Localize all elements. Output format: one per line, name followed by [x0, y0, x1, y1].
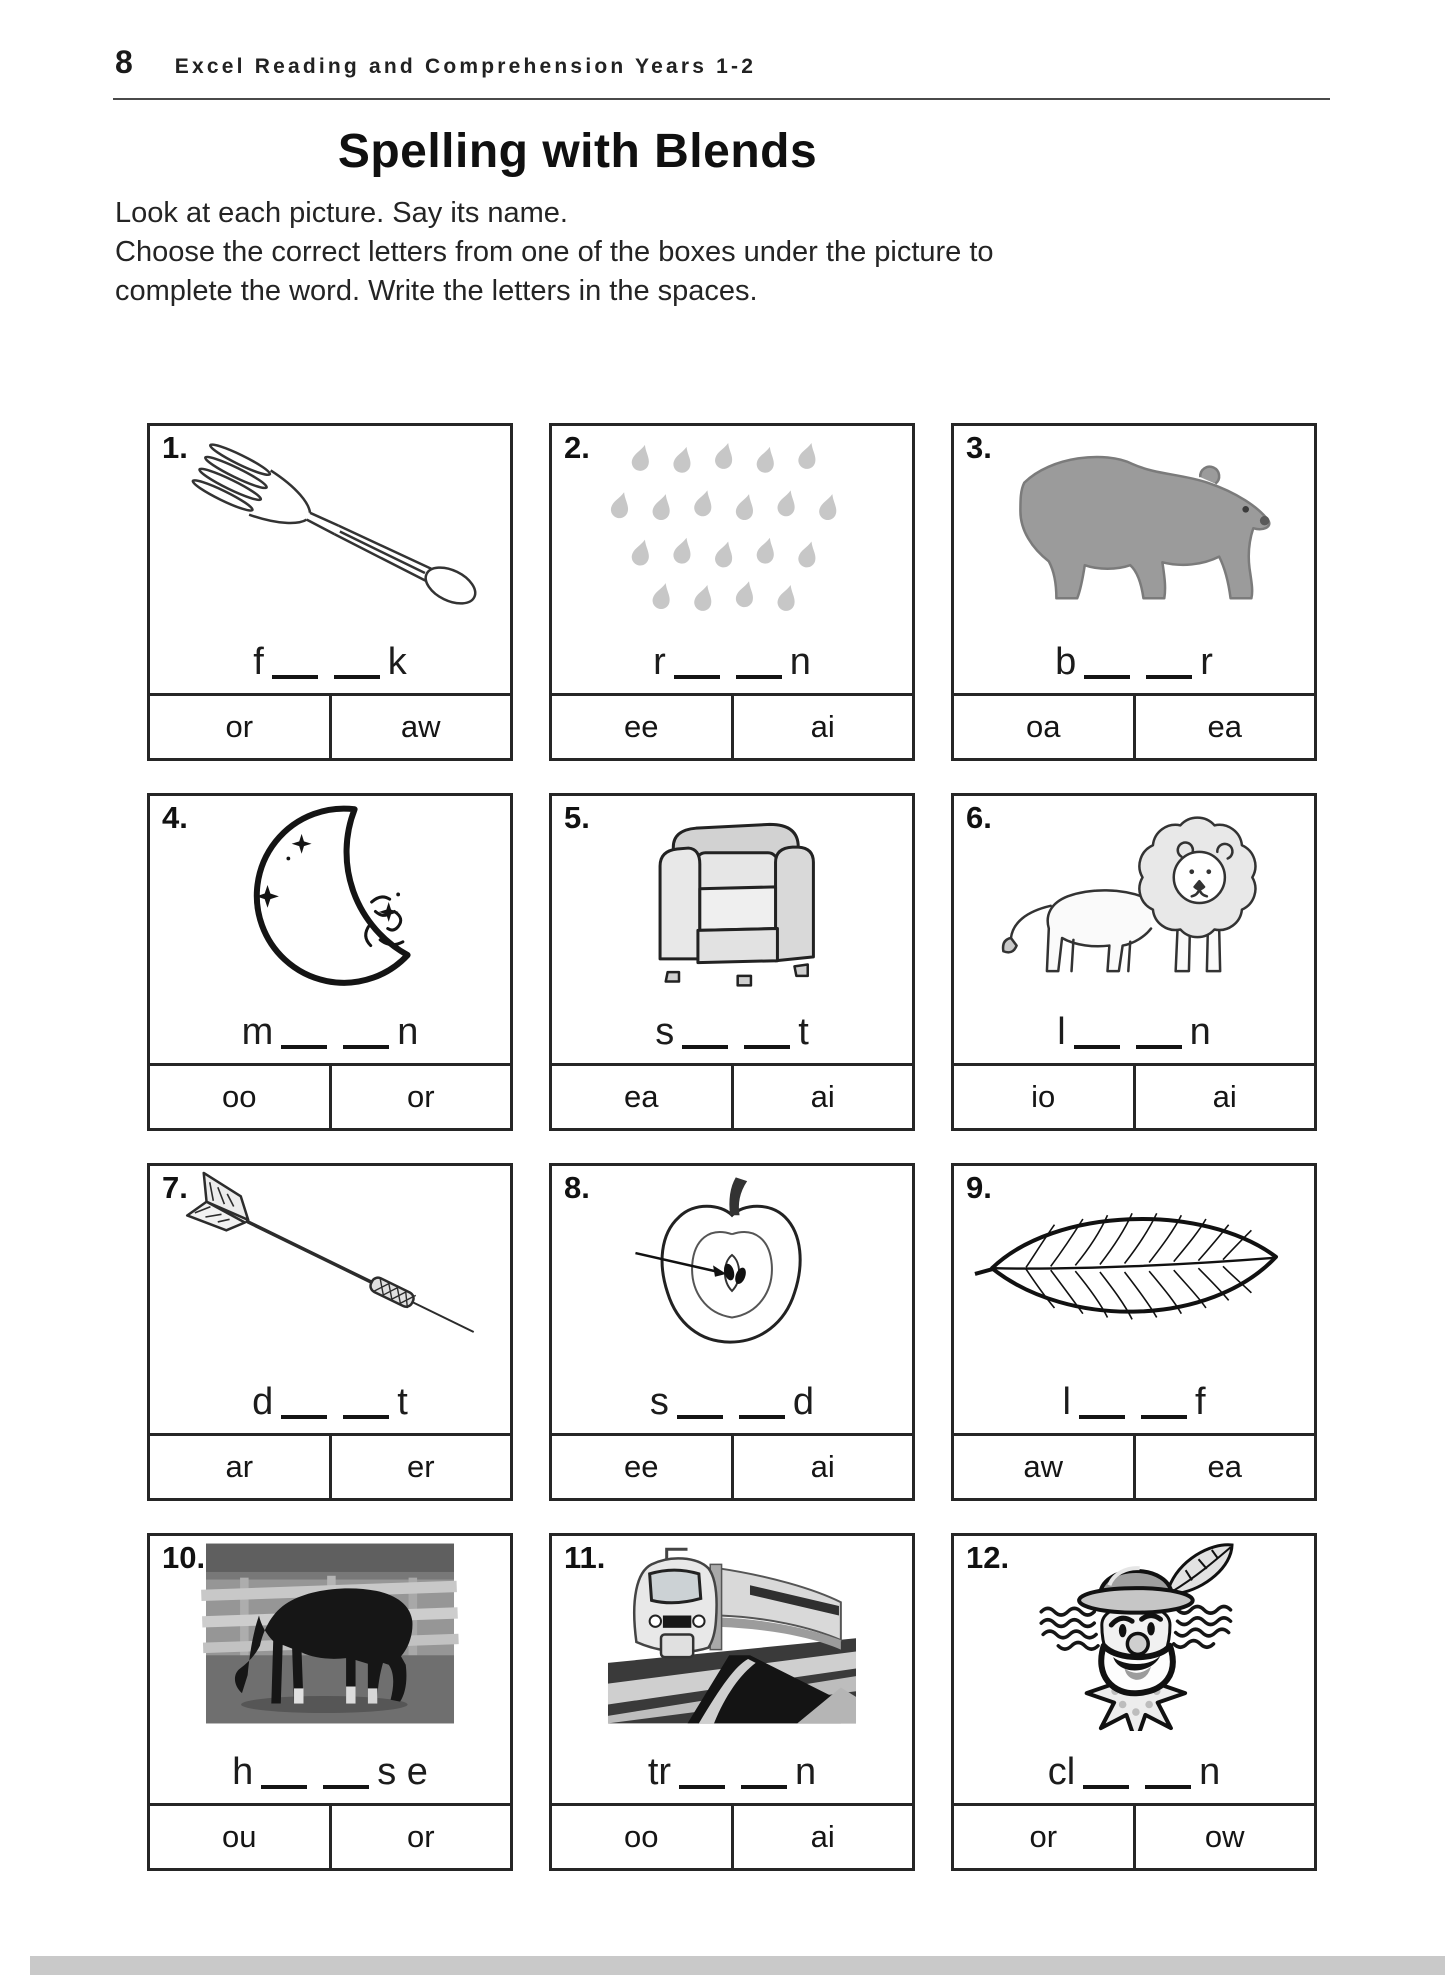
option-left[interactable]: ee: [624, 709, 659, 744]
word-with-blanks: [954, 991, 1314, 1063]
answer-blank-1[interactable]: [261, 1785, 307, 1789]
option-right[interactable]: or: [329, 1066, 511, 1128]
word-prefix: l: [1062, 1381, 1071, 1423]
exercise-grid: [147, 423, 1317, 1871]
dart-icon: [150, 1166, 510, 1361]
options-row: [150, 1433, 510, 1498]
armchair-icon: [552, 796, 912, 991]
exercise-cell-11: [549, 1533, 915, 1871]
answer-blank-1[interactable]: [679, 1785, 725, 1789]
page-bottom-band: [30, 1956, 1445, 1975]
word-suffix: n: [795, 1751, 817, 1793]
option-left[interactable]: oa: [1026, 709, 1061, 744]
horse-photo: [150, 1536, 510, 1731]
word-with-blanks: [150, 1731, 510, 1803]
word-suffix: n: [397, 1011, 419, 1053]
option-right[interactable]: ai: [731, 1066, 913, 1128]
word-prefix: d: [252, 1381, 274, 1423]
answer-blank-2[interactable]: [334, 675, 380, 679]
option-left[interactable]: oo: [624, 1819, 659, 1854]
option-left[interactable]: oo: [222, 1079, 257, 1114]
answer-blank-1[interactable]: [1083, 1785, 1129, 1789]
item-number: 8.: [564, 1170, 590, 1205]
instruction-line: Choose the correct letters from one of the boxes under the picture to: [115, 236, 994, 268]
option-right[interactable]: ea: [1133, 696, 1315, 758]
exercise-cell-12: [951, 1533, 1317, 1871]
exercise-cell-5: [549, 793, 915, 1131]
options-row: [552, 693, 912, 758]
book-title: Excel Reading and Comprehension Years 1-2: [174, 55, 757, 78]
bear-icon: [954, 426, 1314, 621]
word-with-blanks: [552, 1361, 912, 1433]
option-left[interactable]: or: [225, 709, 254, 744]
word-prefix: tr: [647, 1751, 672, 1793]
answer-blank-2[interactable]: [343, 1045, 389, 1049]
option-right[interactable]: er: [329, 1436, 511, 1498]
word-suffix: t: [397, 1381, 408, 1423]
answer-blank-1[interactable]: [1084, 675, 1130, 679]
options-row: [552, 1433, 912, 1498]
item-number: 5.: [564, 800, 590, 835]
word-with-blanks: [552, 991, 912, 1063]
answer-blank-2[interactable]: [741, 1785, 787, 1789]
option-left[interactable]: io: [1031, 1079, 1056, 1114]
exercise-cell-7: [147, 1163, 513, 1501]
item-number: 3.: [966, 430, 992, 465]
option-right[interactable]: ai: [731, 1806, 913, 1868]
word-prefix: b: [1055, 641, 1077, 683]
item-number: 7.: [162, 1170, 188, 1205]
word-with-blanks: [954, 1361, 1314, 1433]
item-number: 4.: [162, 800, 188, 835]
moon-icon: [150, 796, 510, 991]
train-photo: [552, 1536, 912, 1731]
options-row: [150, 1803, 510, 1868]
answer-blank-2[interactable]: [1145, 1785, 1191, 1789]
option-right[interactable]: ow: [1133, 1806, 1315, 1868]
item-number: 1.: [162, 430, 188, 465]
option-left[interactable]: aw: [1023, 1449, 1064, 1484]
answer-blank-1[interactable]: [272, 675, 318, 679]
header-rule: [113, 98, 1330, 100]
item-number: 9.: [966, 1170, 992, 1205]
answer-blank-2[interactable]: [1141, 1415, 1187, 1419]
item-number: 2.: [564, 430, 590, 465]
option-right[interactable]: ea: [1133, 1436, 1315, 1498]
option-right[interactable]: or: [329, 1806, 511, 1868]
option-right[interactable]: ai: [1133, 1066, 1315, 1128]
word-with-blanks: [552, 621, 912, 693]
fork-icon: [150, 426, 510, 621]
option-right[interactable]: ai: [731, 696, 913, 758]
instruction-line: complete the word. Write the letters in the spaces.: [115, 275, 758, 307]
answer-blank-1[interactable]: [677, 1415, 723, 1419]
word-with-blanks: [954, 1731, 1314, 1803]
exercise-cell-3: [951, 423, 1317, 761]
options-row: [954, 1803, 1314, 1868]
page-header: [115, 44, 756, 81]
leaf-icon: [954, 1166, 1314, 1361]
page-title: Spelling with Blends: [337, 125, 818, 178]
word-prefix: l: [1057, 1011, 1066, 1053]
item-number: 6.: [966, 800, 992, 835]
answer-blank-1[interactable]: [1074, 1045, 1120, 1049]
page-number: 8: [115, 44, 133, 80]
answer-blank-2[interactable]: [1136, 1045, 1182, 1049]
rain-icon: [552, 426, 912, 621]
options-row: [954, 693, 1314, 758]
option-left[interactable]: ee: [624, 1449, 659, 1484]
exercise-cell-9: [951, 1163, 1317, 1501]
answer-blank-2[interactable]: [343, 1415, 389, 1419]
answer-blank-2[interactable]: [736, 675, 782, 679]
word-suffix: s e: [377, 1751, 428, 1793]
word-suffix: k: [387, 641, 407, 683]
word-with-blanks: [552, 1731, 912, 1803]
word-suffix: n: [789, 641, 811, 683]
exercise-cell-10: [147, 1533, 513, 1871]
word-with-blanks: [150, 1361, 510, 1433]
answer-blank-1[interactable]: [1079, 1415, 1125, 1419]
option-right[interactable]: aw: [329, 696, 511, 758]
answer-blank-1[interactable]: [281, 1415, 327, 1419]
options-row: [954, 1063, 1314, 1128]
word-suffix: r: [1200, 641, 1213, 683]
options-row: [552, 1803, 912, 1868]
clown-icon: [954, 1536, 1314, 1731]
option-left[interactable]: ea: [624, 1079, 659, 1114]
options-row: [954, 1433, 1314, 1498]
options-row: [150, 1063, 510, 1128]
answer-blank-2[interactable]: [744, 1045, 790, 1049]
word-prefix: m: [241, 1011, 274, 1053]
answer-blank-2[interactable]: [739, 1415, 785, 1419]
exercise-cell-8: [549, 1163, 915, 1501]
options-row: [150, 693, 510, 758]
instruction-line: Look at each picture. Say its name.: [115, 197, 568, 229]
answer-blank-1[interactable]: [674, 675, 720, 679]
word-suffix: n: [1189, 1011, 1211, 1053]
word-suffix: f: [1194, 1381, 1206, 1423]
item-number: 10.: [162, 1540, 206, 1575]
exercise-cell-2: [549, 423, 915, 761]
word-with-blanks: [150, 991, 510, 1063]
word-with-blanks: [150, 621, 510, 693]
answer-blank-1[interactable]: [281, 1045, 327, 1049]
word-prefix: s: [649, 1381, 669, 1423]
word-prefix: cl: [1047, 1751, 1076, 1793]
word-suffix: n: [1199, 1751, 1221, 1793]
answer-blank-1[interactable]: [682, 1045, 728, 1049]
options-row: [552, 1063, 912, 1128]
answer-blank-2[interactable]: [323, 1785, 369, 1789]
answer-blank-2[interactable]: [1146, 675, 1192, 679]
word-prefix: h: [232, 1751, 254, 1793]
word-suffix: d: [792, 1381, 815, 1423]
exercise-cell-6: [951, 793, 1317, 1131]
word-prefix: r: [653, 641, 666, 683]
word-prefix: s: [655, 1011, 675, 1053]
lion-icon: [954, 796, 1314, 991]
option-left[interactable]: or: [1029, 1819, 1058, 1854]
item-number: 12.: [966, 1540, 1010, 1575]
option-left[interactable]: ou: [222, 1819, 257, 1854]
word-with-blanks: [954, 621, 1314, 693]
option-right[interactable]: ai: [731, 1436, 913, 1498]
exercise-cell-1: [147, 423, 513, 761]
word-prefix: f: [253, 641, 264, 683]
item-number: 11.: [564, 1540, 606, 1575]
word-suffix: t: [798, 1011, 809, 1053]
apple-seed-icon: [552, 1166, 912, 1361]
option-left[interactable]: ar: [225, 1449, 254, 1484]
exercise-cell-4: [147, 793, 513, 1131]
instructions: [115, 194, 994, 311]
